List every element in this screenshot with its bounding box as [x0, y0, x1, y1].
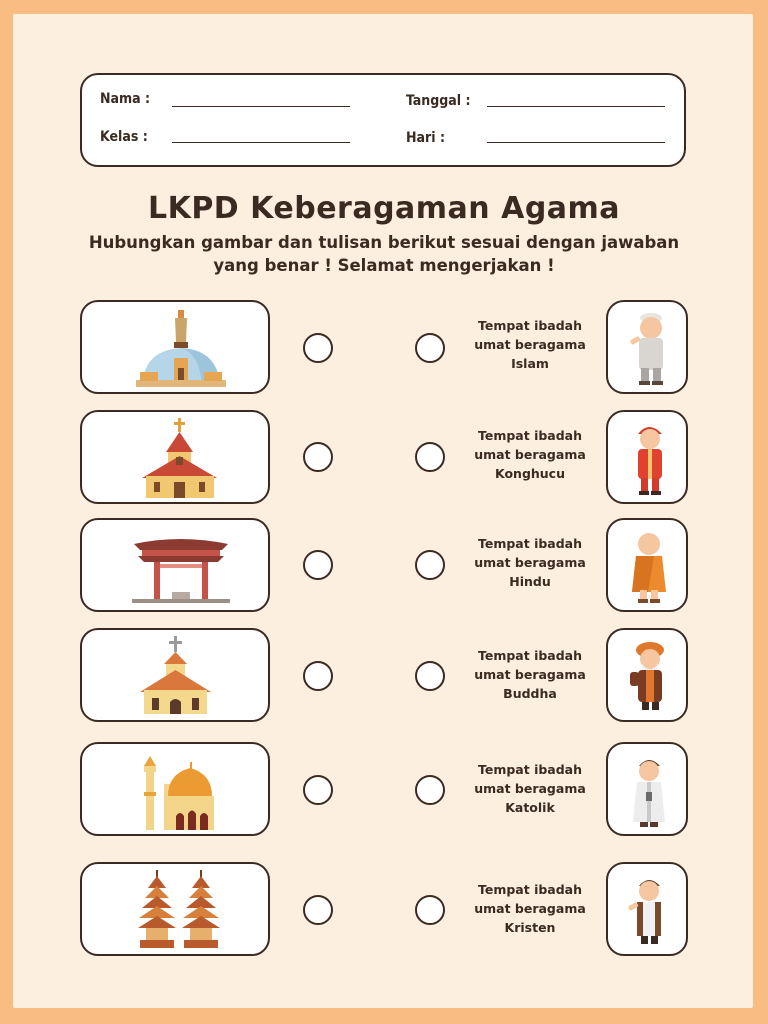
day-label: Hari :: [406, 130, 445, 146]
match-dot-right-4[interactable]: [415, 661, 445, 691]
instructions-line-1: Hubungkan gambar dan tulisan berikut sesuai dengan jawaban: [88, 233, 680, 252]
description-line-2: umat beragama: [474, 667, 586, 682]
person-image-box-5: [606, 742, 688, 836]
mosque-icon: [82, 744, 272, 838]
description-line-1: Tempat ibadah: [477, 428, 583, 443]
match-dot-left-6[interactable]: [303, 895, 333, 925]
date-field[interactable]: [487, 106, 665, 107]
religion-name: Kristen: [504, 920, 556, 935]
place-image-box-3: [80, 518, 270, 612]
person-image-box-3: [606, 518, 688, 612]
place-image-box-1: [80, 300, 270, 394]
description-6: [460, 880, 600, 937]
description-2: [460, 426, 600, 483]
description-line-2: umat beragama: [474, 901, 586, 916]
instructions: [84, 231, 684, 277]
instructions-line-2: yang benar ! Selamat mengerjakan !: [213, 256, 555, 275]
description-line-2: umat beragama: [474, 337, 586, 352]
religion-name: Konghucu: [494, 466, 565, 481]
hindu-person-icon: [608, 630, 690, 724]
match-dot-right-6[interactable]: [415, 895, 445, 925]
match-dot-left-5[interactable]: [303, 775, 333, 805]
description-line-1: Tempat ibadah: [477, 536, 583, 551]
match-dot-right-2[interactable]: [415, 442, 445, 472]
description-1: [460, 316, 600, 373]
student-info-box: [80, 73, 686, 167]
match-dot-right-3[interactable]: [415, 550, 445, 580]
description-line-1: Tempat ibadah: [477, 882, 583, 897]
class-label: Kelas :: [100, 129, 148, 145]
class-field[interactable]: [172, 142, 350, 143]
christian-pastor-icon: [608, 864, 690, 958]
religion-name: Katolik: [505, 800, 555, 815]
stupa-icon: [82, 302, 272, 396]
religion-name: Islam: [511, 356, 549, 371]
date-label: Tanggal :: [406, 93, 471, 109]
match-dot-left-1[interactable]: [303, 333, 333, 363]
page-title: LKPD Keberagaman Agama: [147, 191, 621, 226]
name-label: Nama :: [100, 91, 151, 107]
person-image-box-4: [606, 628, 688, 722]
description-line-1: Tempat ibadah: [477, 648, 583, 663]
match-dot-right-1[interactable]: [415, 333, 445, 363]
match-dot-right-5[interactable]: [415, 775, 445, 805]
description-line-2: umat beragama: [474, 447, 586, 462]
day-field[interactable]: [487, 142, 665, 143]
person-image-box-6: [606, 862, 688, 956]
religion-name: Hindu: [509, 574, 551, 589]
match-dot-left-3[interactable]: [303, 550, 333, 580]
name-field[interactable]: [172, 106, 350, 107]
place-image-box-4: [80, 628, 270, 722]
confucian-person-icon: [608, 412, 690, 506]
match-dot-left-2[interactable]: [303, 442, 333, 472]
catholic-priest-icon: [608, 744, 690, 838]
place-image-box-5: [80, 742, 270, 836]
person-image-box-2: [606, 410, 688, 504]
buddhist-monk-icon: [608, 520, 690, 614]
description-4: [460, 646, 600, 703]
chapel-icon: [82, 630, 272, 724]
pura-icon: [82, 864, 272, 958]
place-image-box-6: [80, 862, 270, 956]
church-icon: [82, 412, 272, 506]
description-3: [460, 534, 600, 591]
description-line-1: Tempat ibadah: [477, 318, 583, 333]
religion-name: Buddha: [503, 686, 557, 701]
description-line-1: Tempat ibadah: [477, 762, 583, 777]
description-line-2: umat beragama: [474, 555, 586, 570]
match-dot-left-4[interactable]: [303, 661, 333, 691]
muslim-person-icon: [608, 302, 690, 396]
place-image-box-2: [80, 410, 270, 504]
description-5: [460, 760, 600, 817]
person-image-box-1: [606, 300, 688, 394]
klenteng-icon: [82, 520, 272, 614]
description-line-2: umat beragama: [474, 781, 586, 796]
